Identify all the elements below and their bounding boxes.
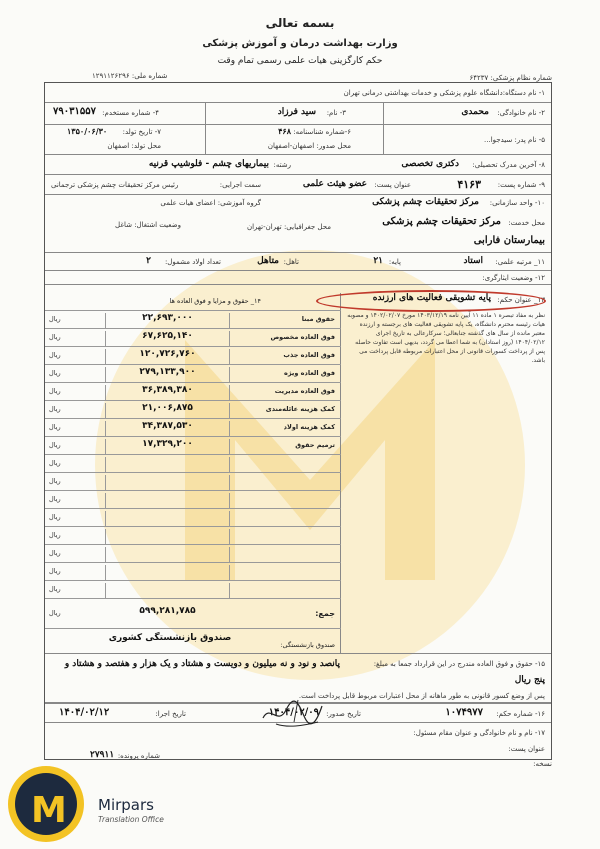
salary-row-amount (105, 493, 230, 509)
salary-row (45, 419, 341, 437)
unit-value: مرکز تحقیقات چشم پزشکی (372, 197, 479, 207)
logo-inner-circle (15, 773, 77, 835)
marital-label: تاهل: (283, 258, 299, 266)
father-name: ۵- نام پدر: سیدجوا... (484, 136, 545, 144)
salary-row-currency: ریال (49, 405, 61, 413)
issue-date-value: ۱۴۰۴/۰۲/۰۹ (268, 707, 319, 718)
salary-row (45, 311, 341, 329)
salary-row (45, 455, 341, 473)
family-name-value: محمدی (461, 107, 489, 117)
salary-row-currency: ریال (49, 549, 61, 557)
row-rank (45, 253, 551, 271)
post-title-value: عضو هیئت علمی (302, 179, 367, 189)
degree-label: ۸- آخرین مدرک تحصیلی: (472, 161, 545, 169)
salary-row-amount: ۱۷,۳۲۹,۲۰۰ (105, 439, 230, 455)
salary-row-amount (105, 547, 230, 563)
base-value: ۲۱ (373, 256, 383, 266)
salary-row (45, 545, 341, 563)
field-of-study-value: بیماریهای چشم - فلوشیپ قرنیه (148, 159, 269, 169)
row-post (45, 175, 551, 195)
salary-row (45, 383, 341, 401)
copy-label: نسخه: (533, 760, 552, 768)
brand-tagline: Translation Office (98, 815, 164, 824)
salary-header (45, 293, 341, 311)
national-id: شماره ملی: ۱۲۹۱۱۲۶۲۹۶ (92, 72, 168, 80)
post-number-label: ۹- شماره پست: (497, 181, 545, 189)
total-value: ۵۹۹,۲۸۱,۷۸۵ (139, 606, 196, 616)
birth-date-value: ۱۳۵۰/۰۶/۳۰ (67, 126, 108, 136)
pension-fund-label: صندوق بازنشستگی: (280, 641, 335, 649)
system-number: شماره نظام پزشکی: ۶۴۲۳۷ (469, 74, 552, 82)
decree-body-text: نظر به مفاد تبصره ۱ ماده ۱۱ آیین نامه ۱۴۰۳/۱۲/۱۹ مورخ ۱۴۰۲/۰۲/۰۷ و مصوبه هیات رئیسه محترم دانشگاه، یک پایه تشویقی فعالیت های برجسته و ارزنده معتبر مانده از سال های گذشته جنابعالی؛ سرکارعالی به تاریخ اجرای ۱۴۰۴/۰۲/۱۲ (روز استادان) به شما اعطا می گردد، بدیهی است تفاوت حاصله پس از پرداخت کسورات قانونی از محل اعتبارات مربوطه قابل پرداخت می باشد. (347, 312, 545, 364)
salary-row-amount: ۲۷۹,۱۳۳,۹۰۰ (105, 367, 230, 383)
id-number-value: ۴۶۸ (278, 126, 291, 136)
salary-row-amount (105, 529, 230, 545)
salary-row-amount (105, 511, 230, 527)
employment-status: وضعیت اشتغال: شاغل (115, 221, 181, 229)
marital-value: متاهل (257, 256, 279, 266)
post-number-value: ۴۱۶۳ (457, 178, 481, 191)
salary-row-currency: ریال (49, 351, 61, 359)
mirpars-logo (8, 766, 84, 842)
birth-date-label: ۷- تاریخ تولد: (122, 128, 161, 136)
signature-icon (258, 696, 328, 732)
salary-row-label: فوق العاده مخصوص (270, 333, 335, 341)
salary-row (45, 509, 341, 527)
geo-location: محل جغرافیایی: تهران-تهران (246, 223, 331, 231)
salary-row-amount: ۶۷,۶۲۵,۱۴۰ (105, 331, 230, 347)
salary-row-label: حقوق مبنا (301, 315, 335, 323)
file-number-value: ۲۷۹۱۱ (90, 750, 115, 760)
decree-number-value: ۱۰۷۴۹۷۷ (445, 707, 483, 718)
salary-row-amount: ۳۴,۳۸۷,۵۳۰ (105, 421, 230, 437)
exec-date-value: ۱۴۰۴/۰۲/۱۲ (59, 707, 110, 718)
payment-note: پس از وضع کسور قانونی به طور ماهانه از محل اعتبارات مربوط قابل پرداخت است. (298, 692, 545, 700)
exec-position-value: رئیس مرکز تحقیقات چشم پزشکی ترجمانی (51, 181, 179, 189)
salary-row-amount: ۲۲,۶۹۳,۰۰۰ (105, 313, 230, 329)
ministry-title: وزارت بهداشت درمان و آموزش پزشکی (202, 38, 398, 49)
salary-total-row (45, 599, 341, 629)
salary-row (45, 563, 341, 581)
row-unit (45, 195, 551, 253)
row-agency (45, 83, 551, 103)
pension-fund-row (45, 629, 341, 653)
salary-row (45, 491, 341, 509)
decree-title: حکم کارگزینی هیات علمی رسمی تمام وقت (217, 56, 383, 66)
row-name (45, 103, 551, 125)
total-currency: ریال (49, 609, 61, 617)
bismillah: بسمه تعالی (265, 16, 335, 30)
rank-value: استاد (463, 256, 483, 266)
salary-row-currency: ریال (49, 531, 61, 539)
salary-row (45, 401, 341, 419)
pension-fund-value: صندوق بازنشستگی کشوری (108, 633, 232, 643)
total-label: جمع: (315, 609, 335, 618)
highlight-circle (316, 290, 546, 312)
decree-number-label: ۱۶- شماره حکم: (496, 710, 545, 718)
children-value: ۲ (146, 256, 151, 266)
field-of-study-label: رشته: (273, 161, 291, 169)
degree-value: دکتری تخصصی (401, 159, 459, 169)
exec-date-label: تاریخ اجرا: (155, 710, 186, 718)
salary-row-currency: ریال (49, 387, 61, 395)
salary-row-amount (105, 583, 230, 599)
salary-row-label: فوق العاده مدیریت (274, 387, 335, 395)
salary-row-currency: ریال (49, 477, 61, 485)
salary-row-amount (105, 565, 230, 581)
row-veteran (45, 271, 551, 285)
salary-row-currency: ریال (49, 585, 61, 593)
birth-place: محل تولد: اصفهان (107, 142, 161, 150)
salary-row-amount: ۱۲۰,۷۲۶,۷۶۰ (105, 349, 230, 365)
service-place-value: مرکز تحقیقات چشم پزشکی (382, 216, 501, 227)
logo-m-icon: M (31, 790, 67, 831)
salary-row-currency: ریال (49, 459, 61, 467)
salary-row-amount (105, 475, 230, 491)
brand-name: Mirpars (98, 796, 154, 814)
salary-row-currency: ریال (49, 567, 61, 575)
family-name-label: ۲- نام خانوادگی: (497, 109, 545, 117)
salary-row-label: فوق العاده ویژه (284, 369, 335, 377)
salary-row-currency: ریال (49, 369, 61, 377)
employee-number-label: ۴- شماره مستخدم: (102, 109, 159, 117)
total-words-label: ۱۵- حقوق و فوق العاده مندرج در این قرارداد جمعا به مبلغ: (373, 660, 545, 668)
salary-row (45, 473, 341, 491)
salary-row-amount: ۲۱,۰۰۶,۸۷۵ (105, 403, 230, 419)
issue-date-label: تاریخ صدور: (326, 710, 361, 718)
salary-table (45, 293, 341, 653)
salary-row (45, 347, 341, 365)
service-place-label: محل خدمت: (508, 219, 545, 227)
post-title-label: عنوان پست: (374, 181, 411, 189)
veteran-status: ۱۲- وضعیت ایثارگری: (482, 274, 545, 282)
rank-label: ۱۱_ مرتبه علمی: (495, 258, 545, 266)
row-birth (45, 125, 551, 155)
salary-row-currency: ریال (49, 315, 61, 323)
official-name-label: ۱۷- نام و نام خانوادگی و عنوان مقام مسئول: (413, 729, 545, 737)
decree-type-value: پایه تشویقی فعالیت های ارزنده (372, 293, 491, 303)
salary-row (45, 329, 341, 347)
decree-type-label: ۱۳_ عنوان حکم: (497, 296, 545, 304)
salary-row-currency: ریال (49, 441, 61, 449)
edu-group: گروه آموزشی: اعضای هیات علمی (160, 199, 261, 207)
salary-row-currency: ریال (49, 513, 61, 521)
first-name-value: سید فرزاد (277, 107, 316, 117)
salary-row-label: فوق العاده جذب (283, 351, 335, 359)
salary-row-amount (105, 457, 230, 473)
id-number-label: ۶-شماره شناسنامه: (293, 128, 351, 136)
children-label: تعداد اولاد مشمول: (164, 258, 221, 266)
salary-row (45, 527, 341, 545)
exec-position-label: سمت اجرایی: (219, 181, 261, 189)
employee-number-value: ۷۹۰۳۱۵۵۷ (53, 106, 96, 117)
salary-row-currency: ریال (49, 423, 61, 431)
salary-row-label: کمک هزینه اولاد (283, 423, 335, 431)
salary-row (45, 365, 341, 383)
salary-row-amount: ۳۶,۳۸۹,۳۸۰ (105, 385, 230, 401)
id-issue-place: محل صدور: اصفهان-اصفهان (267, 142, 351, 150)
total-words-value: پانصد و نود و نه میلیون و دویست و هشتاد و یک هزار و هفتصد و هشتاد و پنج ریال (64, 659, 545, 685)
salary-header-label: ۱۴_ حقوق و مزایا و فوق العاده ها (169, 297, 261, 305)
base-label: پایه: (388, 258, 401, 266)
row-degree (45, 155, 551, 175)
salary-row-currency: ریال (49, 495, 61, 503)
salary-row-label: کمک هزینه عائله‌مندی (265, 405, 335, 413)
unit-label: ۱۰- واحد سازمانی: (489, 199, 545, 207)
official-post-label: عنوان پست: (508, 745, 545, 753)
salary-row (45, 581, 341, 599)
hospital-name: بیمارستان فارابی (473, 235, 545, 246)
salary-row-label: ترمیم حقوق (295, 441, 335, 449)
first-name-label: ۳- نام: (326, 109, 346, 117)
file-number-label: شماره پرونده: (117, 752, 160, 760)
agency-field: ۱- نام دستگاه:دانشگاه علوم پزشکی و خدمات بهداشتی درمانی تهران (343, 89, 545, 97)
decree-form (44, 82, 552, 760)
salary-row (45, 437, 341, 455)
salary-row-currency: ریال (49, 333, 61, 341)
